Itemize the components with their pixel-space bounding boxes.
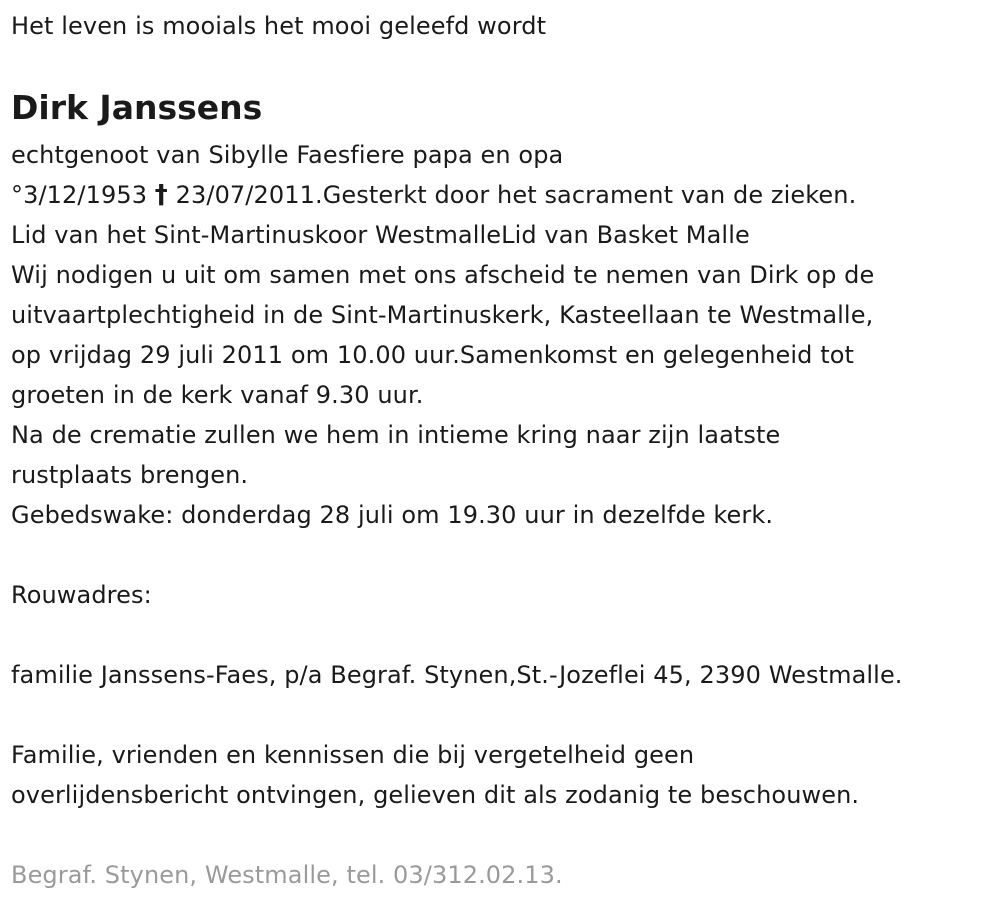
spacer — [11, 535, 991, 575]
spacer — [11, 815, 991, 855]
invitation-line: uitvaartplechtigheid in de Sint-Martinuskerk, Kasteellaan te Westmalle, — [11, 301, 874, 329]
address-label: Rouwadres: — [11, 581, 152, 609]
funeral-home-footer: Begraf. Stynen, Westmalle, tel. 03/312.02.13. — [11, 861, 563, 889]
invitation-line: groeten in de kerk vanaf 9.30 uur. — [11, 381, 424, 409]
dates-line — [11, 175, 991, 215]
motto-text: Het leven is mooials het mooi geleefd wordt — [11, 12, 547, 40]
spacer — [11, 695, 991, 735]
birth-date: °3/12/1953 — [11, 181, 148, 209]
vigil-text: Gebedswake: donderdag 28 juli om 19.30 uur in dezelfde kerk. — [11, 501, 774, 529]
memberships-text: Lid van het Sint-Martinuskoor WestmalleLid van Basket Malle — [11, 221, 750, 249]
address-text: familie Janssens-Faes, p/a Begraf. Stynen,St.-Jozeflei 45, 2390 Westmalle. — [11, 661, 903, 689]
closing-line: Familie, vrienden en kennissen die bij vergetelheid geen — [11, 741, 695, 769]
spacer — [11, 615, 991, 655]
obituary-notice — [11, 0, 991, 895]
invitation-line: Wij nodigen u uit om samen met ons afscheid te nemen van Dirk op de — [11, 261, 875, 289]
closing-line: overlijdensbericht ontvingen, gelieven dit als zodanig te beschouwen. — [11, 781, 860, 809]
cross-icon: † — [154, 180, 168, 210]
invitation-line: op vrijdag 29 juli 2011 om 10.00 uur.Samenkomst en gelegenheid tot — [11, 341, 855, 369]
relation-text: echtgenoot van Sibylle Faesfiere papa en opa — [11, 141, 564, 169]
death-date-text: 23/07/2011.Gesterkt door het sacrament van de zieken. — [175, 181, 857, 209]
deceased-name: Dirk Janssens — [11, 88, 263, 127]
cremation-line: rustplaats brengen. — [11, 461, 249, 489]
cremation-line: Na de crematie zullen we hem in intieme kring naar zijn laatste — [11, 421, 781, 449]
